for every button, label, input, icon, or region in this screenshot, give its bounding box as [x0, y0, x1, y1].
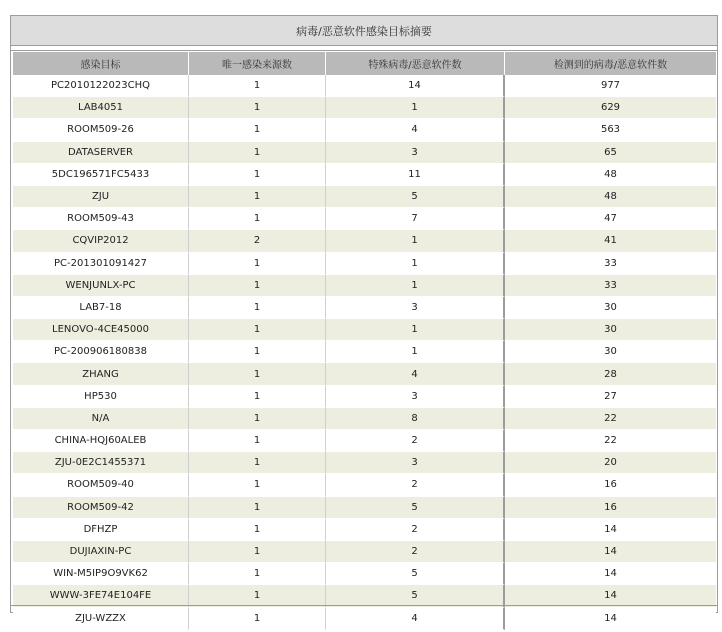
cell-target: CQVIP2012 — [13, 230, 189, 252]
cell-target: WENJUNLX-PC — [13, 275, 189, 297]
table-row — [13, 474, 716, 496]
cell-target: PC2010122023CHQ — [13, 75, 189, 97]
cell-unique-sources: 1 — [189, 297, 326, 319]
cell-distinct-malware: 2 — [326, 541, 505, 563]
cell-target: ZHANG — [13, 363, 189, 385]
cell-unique-sources: 1 — [189, 253, 326, 275]
table-row — [13, 408, 716, 430]
table-row — [13, 341, 716, 363]
cell-distinct-malware: 1 — [326, 230, 505, 252]
cell-target: WIN-M5IP9O9VK62 — [13, 563, 189, 585]
table-row — [13, 119, 716, 141]
cell-detected-malware: 30 — [505, 319, 716, 341]
table-row — [13, 363, 716, 385]
cell-detected-malware: 28 — [505, 363, 716, 385]
cell-detected-malware: 16 — [505, 497, 716, 519]
table-row — [13, 608, 716, 630]
cell-detected-malware: 47 — [505, 208, 716, 230]
cell-target: ROOM509-40 — [13, 474, 189, 496]
cell-detected-malware: 65 — [505, 142, 716, 164]
cell-target: CHINA-HQJ60ALEB — [13, 430, 189, 452]
column-header-distinct-malware: 特殊病毒/恶意软件数 — [326, 52, 505, 75]
cell-unique-sources: 1 — [189, 164, 326, 186]
cell-distinct-malware: 5 — [326, 585, 505, 607]
report-title: 病毒/恶意软件感染目标摘要 — [11, 16, 717, 46]
table-row — [13, 164, 716, 186]
cell-target: N/A — [13, 408, 189, 430]
cell-unique-sources: 1 — [189, 341, 326, 363]
cell-target: ROOM509-26 — [13, 119, 189, 141]
cell-distinct-malware: 2 — [326, 519, 505, 541]
cell-unique-sources: 1 — [189, 541, 326, 563]
cell-distinct-malware: 1 — [326, 97, 505, 119]
cell-unique-sources: 1 — [189, 474, 326, 496]
cell-unique-sources: 1 — [189, 275, 326, 297]
cell-detected-malware: 48 — [505, 164, 716, 186]
bottom-divider — [11, 605, 717, 606]
cell-distinct-malware: 4 — [326, 608, 505, 630]
cell-distinct-malware: 1 — [326, 253, 505, 275]
table-row — [13, 97, 716, 119]
cell-unique-sources: 1 — [189, 319, 326, 341]
title-divider — [11, 50, 717, 51]
cell-distinct-malware: 8 — [326, 408, 505, 430]
cell-distinct-malware: 7 — [326, 208, 505, 230]
cell-detected-malware: 14 — [505, 563, 716, 585]
cell-distinct-malware: 1 — [326, 319, 505, 341]
cell-detected-malware: 22 — [505, 408, 716, 430]
cell-unique-sources: 1 — [189, 208, 326, 230]
cell-target: DUJIAXIN-PC — [13, 541, 189, 563]
cell-unique-sources: 1 — [189, 142, 326, 164]
table-row — [13, 142, 716, 164]
cell-detected-malware: 20 — [505, 452, 716, 474]
cell-distinct-malware: 3 — [326, 142, 505, 164]
cell-detected-malware: 41 — [505, 230, 716, 252]
cell-unique-sources: 1 — [189, 608, 326, 630]
cell-distinct-malware: 5 — [326, 186, 505, 208]
cell-distinct-malware: 4 — [326, 363, 505, 385]
cell-distinct-malware: 11 — [326, 164, 505, 186]
cell-unique-sources: 1 — [189, 430, 326, 452]
cell-target: WWW-3FE74E104FE — [13, 585, 189, 607]
table-row — [13, 208, 716, 230]
cell-target: LAB4051 — [13, 97, 189, 119]
cell-distinct-malware: 3 — [326, 452, 505, 474]
cell-unique-sources: 1 — [189, 585, 326, 607]
table-body — [13, 75, 716, 630]
cell-unique-sources: 2 — [189, 230, 326, 252]
cell-unique-sources: 1 — [189, 563, 326, 585]
cell-detected-malware: 14 — [505, 608, 716, 630]
table-row — [13, 452, 716, 474]
cell-distinct-malware: 3 — [326, 386, 505, 408]
cell-distinct-malware: 5 — [326, 497, 505, 519]
table-row — [13, 319, 716, 341]
cell-detected-malware: 48 — [505, 186, 716, 208]
cell-detected-malware: 22 — [505, 430, 716, 452]
table-row — [13, 497, 716, 519]
cell-detected-malware: 563 — [505, 119, 716, 141]
table-row — [13, 386, 716, 408]
table-row — [13, 75, 716, 97]
report-frame — [10, 15, 718, 624]
cell-distinct-malware: 3 — [326, 297, 505, 319]
cell-target: PC-200906180838 — [13, 341, 189, 363]
cell-target: ROOM509-43 — [13, 208, 189, 230]
cell-detected-malware: 14 — [505, 541, 716, 563]
table-row — [13, 275, 716, 297]
table-row — [13, 253, 716, 275]
cell-unique-sources: 1 — [189, 386, 326, 408]
cell-distinct-malware: 1 — [326, 341, 505, 363]
cell-unique-sources: 1 — [189, 519, 326, 541]
cell-detected-malware: 30 — [505, 297, 716, 319]
cell-unique-sources: 1 — [189, 452, 326, 474]
column-header-detected-malware: 检测到的病毒/恶意软件数 — [505, 52, 716, 75]
cell-unique-sources: 1 — [189, 186, 326, 208]
cell-target: ROOM509-42 — [13, 497, 189, 519]
cell-unique-sources: 1 — [189, 97, 326, 119]
cell-target: 5DC196571FC5433 — [13, 164, 189, 186]
cell-target: LENOVO-4CE45000 — [13, 319, 189, 341]
cell-detected-malware: 16 — [505, 474, 716, 496]
table-row — [13, 230, 716, 252]
table-row — [13, 186, 716, 208]
cell-target: ZJU-0E2C1455371 — [13, 452, 189, 474]
cell-unique-sources: 1 — [189, 363, 326, 385]
cell-distinct-malware: 2 — [326, 430, 505, 452]
cell-detected-malware: 629 — [505, 97, 716, 119]
infection-summary-table — [13, 52, 716, 630]
cell-detected-malware: 27 — [505, 386, 716, 408]
table-row — [13, 297, 716, 319]
cell-target: PC-201301091427 — [13, 253, 189, 275]
cell-distinct-malware: 1 — [326, 275, 505, 297]
cell-target: ZJU — [13, 186, 189, 208]
cell-distinct-malware: 14 — [326, 75, 505, 97]
column-header-target: 感染目标 — [13, 52, 189, 75]
cell-detected-malware: 977 — [505, 75, 716, 97]
cell-detected-malware: 14 — [505, 585, 716, 607]
cell-unique-sources: 1 — [189, 119, 326, 141]
cell-distinct-malware: 4 — [326, 119, 505, 141]
table-row — [13, 430, 716, 452]
cell-distinct-malware: 2 — [326, 474, 505, 496]
cell-unique-sources: 1 — [189, 497, 326, 519]
cell-target: LAB7-18 — [13, 297, 189, 319]
cell-detected-malware: 33 — [505, 275, 716, 297]
cell-target: ZJU-WZZX — [13, 608, 189, 630]
cell-target: HP530 — [13, 386, 189, 408]
cell-unique-sources: 1 — [189, 75, 326, 97]
cell-target: DATASERVER — [13, 142, 189, 164]
table-row — [13, 519, 716, 541]
cell-detected-malware: 30 — [505, 341, 716, 363]
cell-distinct-malware: 5 — [326, 563, 505, 585]
cell-detected-malware: 14 — [505, 519, 716, 541]
table-row — [13, 541, 716, 563]
cell-target: DFHZP — [13, 519, 189, 541]
table-row — [13, 563, 716, 585]
cell-detected-malware: 33 — [505, 253, 716, 275]
cell-unique-sources: 1 — [189, 408, 326, 430]
column-header-unique-sources: 唯一感染来源数 — [189, 52, 326, 75]
table-header-row — [13, 52, 716, 75]
